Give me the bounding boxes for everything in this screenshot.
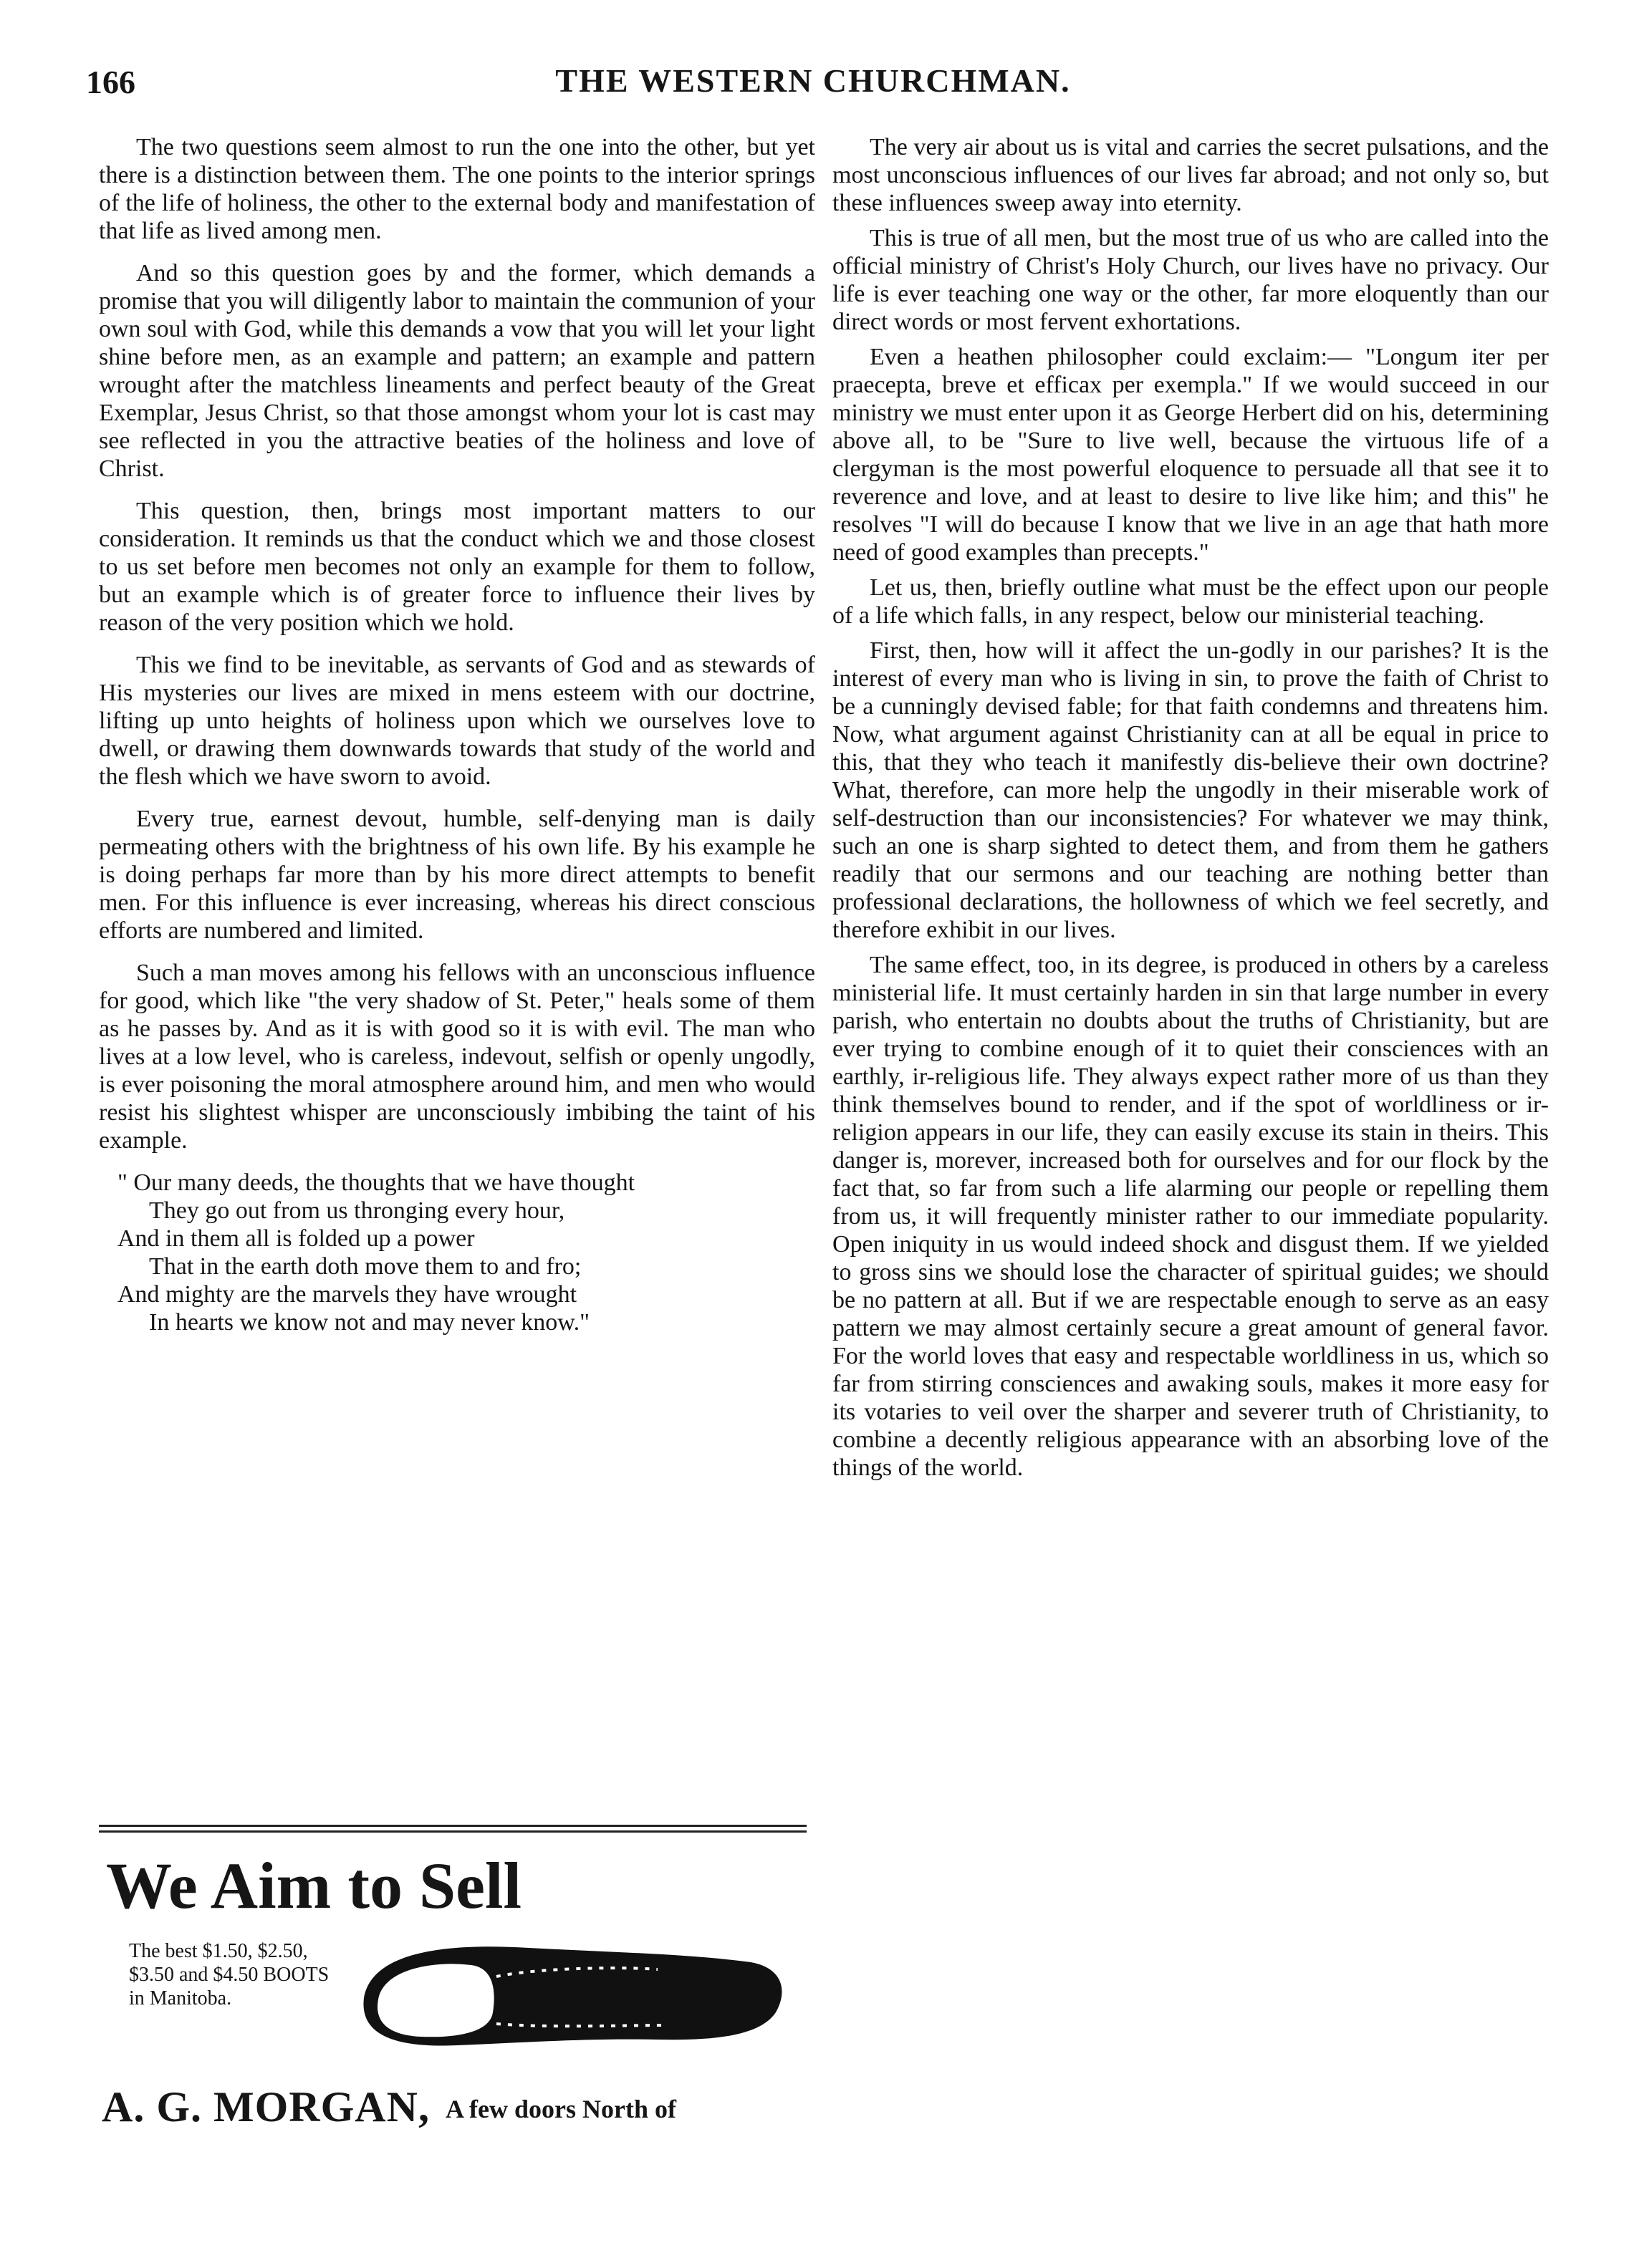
page-header [72, 59, 1554, 105]
ad-merchant-name: A. G. MORGAN, [102, 2083, 430, 2131]
paragraph: This question, then, brings most important matters to our consideration. It reminds us that the conduct which we and those closest to us set before men becomes not only an example for them to follow, but an example which is of greater force to influence their lives by reason of the very position which we hold. [99, 498, 815, 636]
ad-location: A few doors North of [446, 2095, 676, 2123]
paragraph: Even a heathen philosopher could exclaim:— "Longum iter per praecepta, breve et efficax per exempla." If we would succeed in our ministry we must enter upon it as George Herbert did on his, determining above all, to be "Sure to live well, because the virtuous life of a clergyman is the most powerful eloquence to persuade all that see it to reverence and love, and at least to desire to live like him; and this" he resolves "I will do because I know that we live in an age that hath more need of good examples than precepts." [832, 344, 1549, 566]
page-number: 166 [86, 64, 135, 100]
poem-line: And in them all is folded up a power [117, 1225, 475, 1252]
paragraph: First, then, how will it affect the un-godly in our parishes? It is the interest of every man who is living in sin, to prove the faith of Christ to be a cunningly devised fable; for that faith condemns and threatens him. Now, what argument against Christianity can at all be equal in price to this, that they who teach it manifestly dis-believe their own doctrine? What, therefore, can more help the ungodly in their miserable work of self-destruction than our inconsistencies? For whatever we may think, such an one is sharp sighted to detect them, and from them he gathers readily that our sermons and our teaching are nothing better than professional declarations, the hollowness of which we feel secretly, and therefore exhibit in our lives. [832, 637, 1549, 943]
ad-blurb: The best $1.50, $2.50, $3.50 and $4.50 BOOTS in Manitoba. [129, 1940, 330, 2009]
paragraph: And so this question goes by and the former, which demands a promise that you will diligently labor to maintain the communion of your own soul with God, while this demands a vow that you will let your light shine before men, as an example and pattern; an example and pattern wrought after the matchless lineaments and perfect beauty of the Great Exemplar, Jesus Christ, so that those amongst whom your lot is cast may see reflected in you the attractive beaties of the holiness and love of Christ. [99, 260, 815, 482]
poem-quote [117, 1169, 815, 1336]
left-column [99, 133, 815, 1336]
running-title: THE WESTERN CHURCHMAN. [555, 62, 1071, 99]
poem-line: And mighty are the marvels they have wrought [117, 1281, 577, 1308]
ad-top-rule [99, 1825, 807, 1827]
paragraph: Let us, then, briefly outline what must be the effect upon our people of a life which falls, in any respect, below our ministerial teaching. [832, 574, 1549, 629]
paragraph: This we find to be inevitable, as servants of God and as stewards of His mysteries our lives are mixed in mens esteem with our doctrine, lifting up unto heights of holiness upon which we ourselves love to dwell, or drawing them downwards towards that study of the world and the flesh which we have sworn to avoid. [99, 652, 815, 790]
ad-headline: We Aim to Sell [106, 1849, 522, 1922]
poem-line: They go out from us thronging every hour, [149, 1197, 565, 1224]
boot-sole-icon [350, 1934, 794, 2055]
ad-top-rule [99, 1830, 807, 1833]
right-column [832, 133, 1549, 1489]
poem-line: " Our many deeds, the thoughts that we have thought [117, 1169, 635, 1196]
paragraph: Such a man moves among his fellows with an unconscious influence for good, which like "the very shadow of St. Peter," heals some of them as he passes by. And as it is with good so it is with evil. The man who lives at a low level, who is careless, indevout, selfish or openly ungodly, is ever poisoning the moral atmosphere around him, and men who would resist his slightest whisper are unconsciously imbibing the taint of his example. [99, 960, 815, 1154]
paragraph: Every true, earnest devout, humble, self-denying man is daily permeating others with the brightness of his own life. By his example he is doing perhaps far more than by his more direct attempts to benefit men. For this influence is ever increasing, whereas his direct conscious efforts are numbered and limited. [99, 806, 815, 944]
paragraph: The same effect, too, in its degree, is produced in others by a careless ministerial life. It must certainly harden in sin that large number in every parish, who entertain no doubts about the truths of Christianity, but are ever trying to combine enough of it to quiet their consciences with an earthly, ir-religious life. They always expect rather more of us than they think themselves bound to render, and if the spot of worldliness or ir-religion appears in our life, they can easily excuse its stain in theirs. This danger is, morever, increased both for ourselves and for our flock by the fact that, so far from such a life alarming our people or repelling them from us, it will frequently minister rather to our immediate popularity. Open iniquity in us would indeed shock and disgust them. If we yielded to gross sins we should lose the character of spiritual guides; we should be no pattern at all. But if we are respectable enough to serve as an easy pattern we may almost certainly secure a great amount of general favor. For the world loves that easy and respectable worldliness in us, which so far from stirring consciences and awaking souls, makes it more easy for its votaries to veil over the sharper and severer truth of Christianity, to combine a decently religious appearance with an absorbing love of the things of the world. [832, 952, 1549, 1481]
paragraph: The two questions seem almost to run the one into the other, but yet there is a distinction between them. The one points to the interior springs of the life of holiness, the other to the external body and manifestation of that life as lived among men. [99, 134, 815, 244]
paragraph: The very air about us is vital and carries the secret pulsations, and the most unconscious influences of our lives far abroad; and not only so, but these influences sweep away into eternity. [832, 134, 1549, 216]
poem-line: That in the earth doth move them to and fro; [149, 1253, 582, 1280]
paragraph: This is true of all men, but the most true of us who are called into the official ministry of Christ's Holy Church, our lives have no privacy. Our life is ever teaching one way or the other, far more eloquently than our direct words or most fervent exhortations. [832, 225, 1549, 335]
poem-line: In hearts we know not and may never know." [149, 1309, 590, 1336]
